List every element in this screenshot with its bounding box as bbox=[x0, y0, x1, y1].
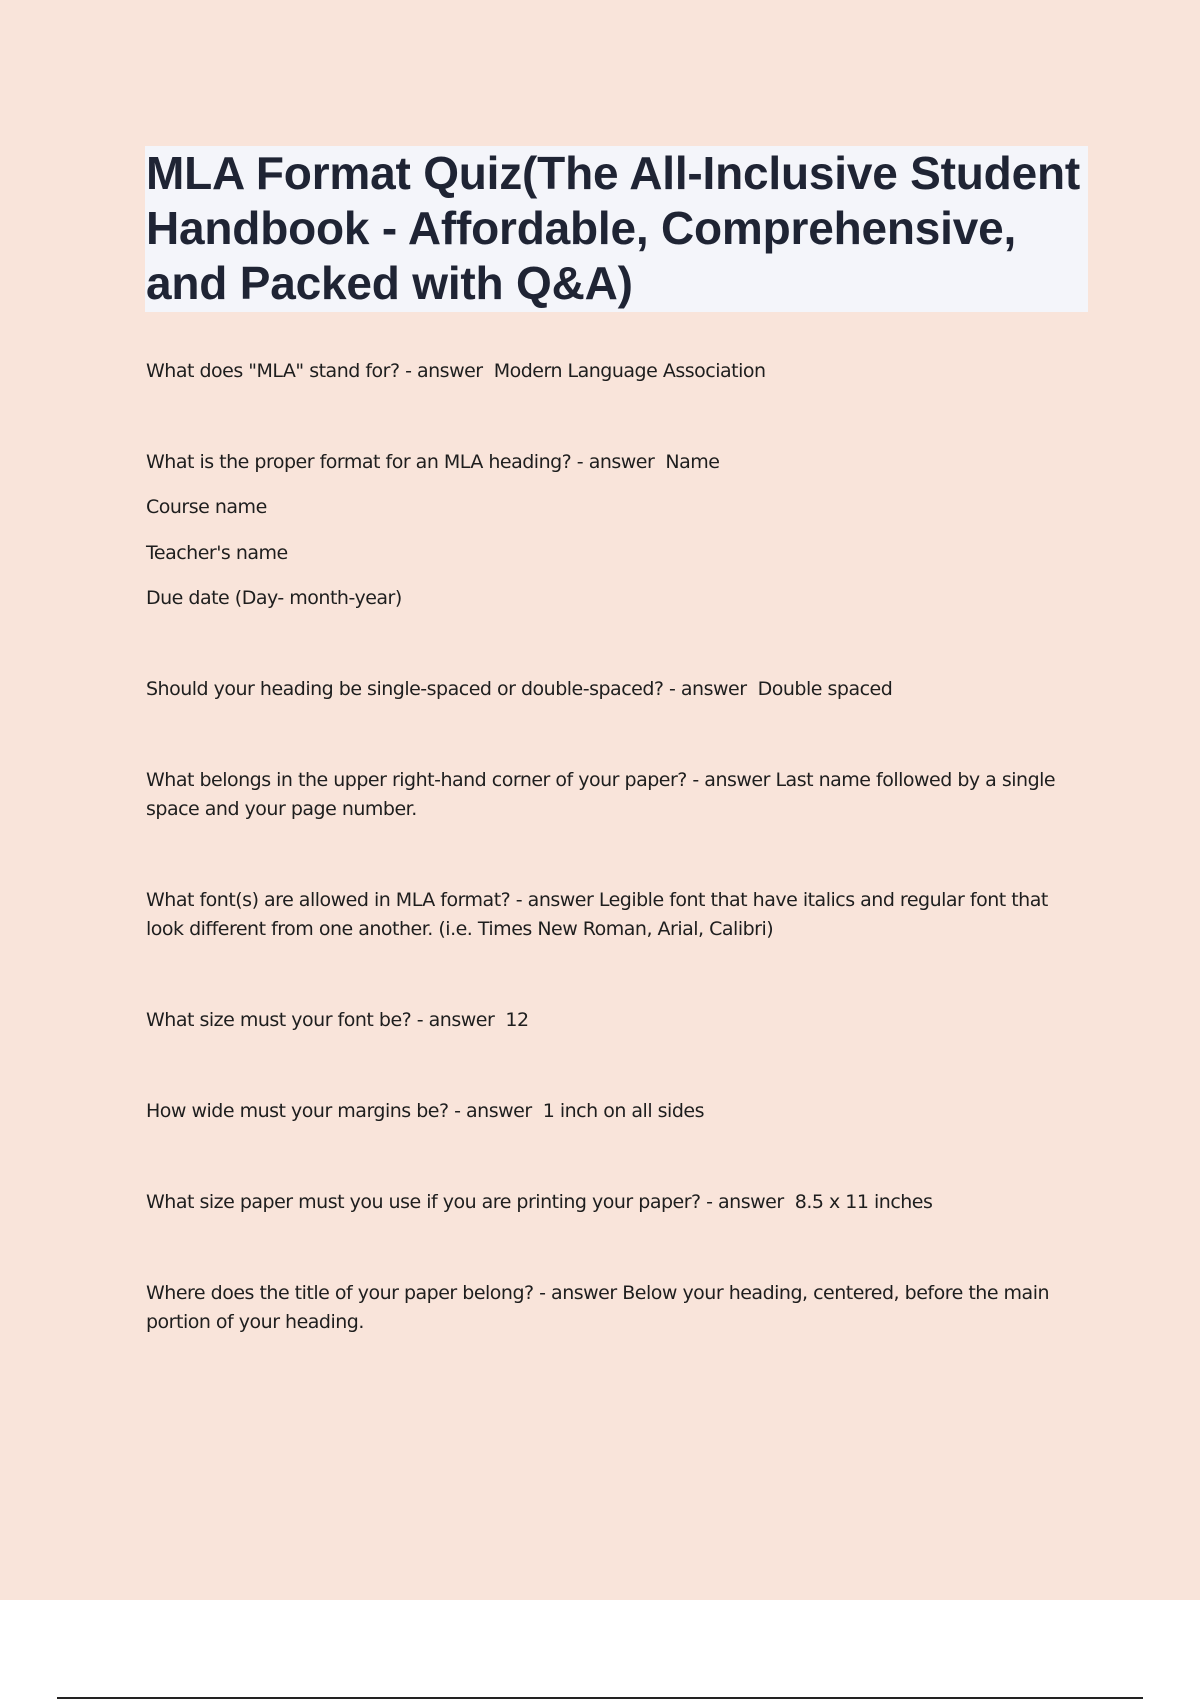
answer-text: Modern Language Association bbox=[488, 360, 766, 382]
question-text: What belongs in the upper right-hand corner of your paper? - answer bbox=[146, 769, 776, 791]
qa-item-upper-right-corner bbox=[146, 766, 1066, 824]
answer-text: Below your heading, centered, before the main portion of your heading. bbox=[146, 1282, 1050, 1333]
answer-text: Name bbox=[659, 451, 720, 473]
qa-item-heading-spacing bbox=[146, 675, 1066, 704]
qa-item-allowed-fonts bbox=[146, 886, 1066, 944]
answer-text: 12 bbox=[499, 1009, 529, 1031]
qa-item-font-size bbox=[146, 1006, 1066, 1035]
heading-line-course: Course name bbox=[146, 496, 267, 518]
document-title: MLA Format Quiz(The All-Inclusive Student Handbook - Affordable, Comprehensive, and Packed with Q&A) bbox=[146, 147, 1080, 309]
question-text: What size must your font be? - answer bbox=[146, 1009, 500, 1031]
qa-item-margins bbox=[146, 1097, 1066, 1126]
qa-item-heading-format bbox=[146, 448, 1066, 477]
answer-text: 8.5 x 11 inches bbox=[789, 1191, 933, 1213]
question-text: What size paper must you use if you are printing your paper? - answer bbox=[146, 1191, 790, 1213]
question-text: Where does the title of your paper belong? - answer bbox=[146, 1282, 623, 1304]
answer-text: Last name followed by a single space and your page number. bbox=[146, 769, 1056, 820]
question-text: What font(s) are allowed in MLA format? - answer bbox=[146, 889, 599, 911]
question-text: How wide must your margins be? - answer bbox=[146, 1100, 538, 1122]
heading-line-due-date: Due date (Day- month-year) bbox=[146, 587, 402, 609]
question-text: Should your heading be single-spaced or double-spaced? - answer bbox=[146, 678, 753, 700]
qa-item-paper-size bbox=[146, 1188, 1066, 1217]
answer-text: Legible font that have italics and regular font that look different from one another. (i.e. Times New Roman, Arial, Calibri) bbox=[146, 889, 1048, 940]
answer-text: 1 inch on all sides bbox=[537, 1100, 704, 1122]
footer-divider bbox=[57, 1697, 1143, 1699]
heading-line-teacher: Teacher's name bbox=[146, 542, 288, 564]
question-text: What does "MLA" stand for? - answer bbox=[146, 360, 489, 382]
answer-text: Double spaced bbox=[752, 678, 893, 700]
question-text: What is the proper format for an MLA heading? - answer bbox=[146, 451, 660, 473]
qa-item-mla-meaning bbox=[146, 357, 1066, 386]
qa-item-title-placement bbox=[146, 1279, 1066, 1337]
